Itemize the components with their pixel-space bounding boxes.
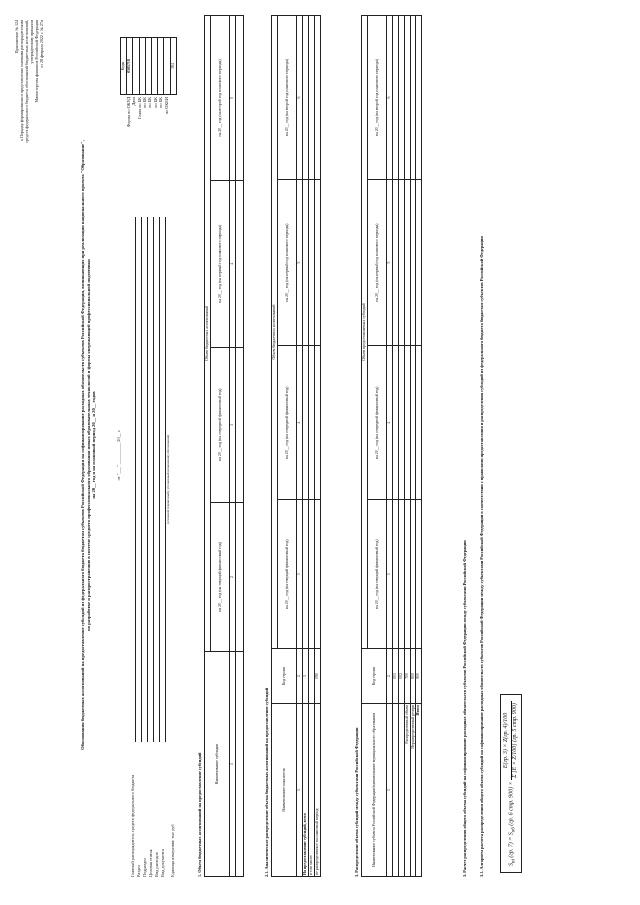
s3-row-distributed: Распределенный объем: [404, 704, 410, 877]
section3-title: 3. Распределение объема субсидий между субъектами Российской Федерации: [354, 727, 359, 877]
section21-table: [271, 15, 321, 877]
s21-row-total: На предоставление субсидий, всего: [302, 704, 308, 877]
s1-num-1: 1: [230, 652, 236, 877]
section1-title: 1. Объем бюджетных ассигнований на предоставление субсидий: [197, 752, 202, 877]
s3-num-4: 4: [387, 346, 393, 500]
formula-box: [500, 694, 522, 873]
section3-table: [361, 15, 422, 877]
s21-num-3: 3: [297, 500, 303, 649]
s3-col-name: Наименование субъекта Российской Федерации/наименование муниципального образования: [362, 704, 387, 877]
s21-num-4: 4: [297, 346, 303, 500]
s21-col-2: на 20__ год (на очередной финансовый год): [278, 346, 297, 500]
unit-label: Единица измерения: тыс руб: [170, 824, 176, 877]
codes-table: [120, 37, 177, 95]
s21-row-total-code: 1: [302, 649, 308, 704]
section1-table: [204, 15, 244, 877]
form-label: Форма по ОКУД: [126, 97, 131, 128]
section21-title: 2.1. Аналитическое распределение объема бюджетных ассигнований на предоставление субсидий: [264, 687, 269, 877]
codes-row-1: Дата: [131, 97, 137, 106]
formula-fraction: [503, 701, 519, 780]
field-label-2: Раздел: [136, 864, 141, 877]
s1-group: Объем бюджетных ассигнований: [205, 16, 211, 652]
note-3: 3. Расчет распределения общего объема субсидий на софинансирование расходных обязательств субъектов Российской Федерации между субъектами Российской Федерации: [462, 540, 467, 877]
s3-row-distributed-code: 700: [404, 649, 410, 704]
s3-num-2: 2: [387, 649, 393, 704]
s3-num-3: 3: [387, 500, 393, 649]
s21-col-4: на 20__ год (на второй год планового периода): [278, 16, 297, 180]
s21-col-name: Наименование показателя: [272, 704, 297, 877]
s1-num-4: 4: [230, 180, 236, 347]
s3-row-reserve-code: 800: [410, 649, 416, 704]
codes-header: Коды: [121, 38, 127, 95]
formula-lhs-sub: ni: [511, 859, 517, 863]
s21-num-2: 2: [297, 649, 303, 704]
codes-row-4: по БК: [147, 97, 153, 108]
codes-block: [120, 25, 177, 205]
appendix-note-2: средств федерального бюджета обоснований бюджетных ассигнований,: [24, 20, 29, 143]
field-row-6: [160, 217, 166, 877]
s1-col-1: на 20__ год (на текущий финансовый год): [211, 502, 230, 651]
s1-col-name: Наименование субсидии: [205, 652, 230, 877]
s1-col-3: на 20__ год (на первый год планового периода): [211, 180, 230, 347]
title-line-1: Обоснования бюджетных ассигнований на предоставление субсидий из федерального бюджета бюджетам субъектов Российской Федерации на софинансирование расходных обязательств субъектов Российской Федерации, возникающих при реализации национального проекта "Образование",: [80, 140, 85, 750]
doc-type-hint: (основной (первичный), уточненный (изменения) обоснования): [166, 434, 170, 525]
s3-row-1-code: 001: [392, 649, 398, 704]
s1-col-4: на 20__ год (на второй год планового периода): [211, 16, 230, 181]
formula-denominator: Σ [Е × Z/100] (гр. 5 стр. 900): [511, 703, 518, 778]
title-line-2: по разработке и распространению в системе среднего профессионального образования новых образовательных технологий и формы опережающей профессиональной подготовки: [85, 259, 91, 631]
s3-col-4: на 20__ год (на второй год планового периода): [368, 16, 387, 180]
field-label-1: Главный распорядитель средств федерального бюджета: [130, 774, 135, 877]
formula-lhs: S: [508, 863, 515, 866]
s3-group: Объем предоставляемых субсидий: [362, 16, 368, 649]
field-label-4: Целевая статья: [148, 849, 153, 877]
page-title: [80, 35, 97, 855]
formula-mid: S: [508, 832, 515, 836]
s3-col-3: на 20__ год (на первый год планового периода): [368, 180, 387, 346]
notes-block: [462, 17, 485, 877]
s21-row-incl: в том числе:: [308, 704, 314, 877]
s3-col-1: на 20__ год (на текущий финансовый год): [368, 500, 387, 649]
s3-col-2: на 20__ год (на очередной финансовый год): [368, 346, 387, 500]
formula-numerator: Е(гр. 3) × Z(гр. 4)/100: [503, 701, 512, 780]
codes-row-6: по БК: [158, 97, 164, 108]
formula-mid-sub: об: [511, 827, 517, 833]
s21-num-1: 1: [297, 704, 303, 877]
s3-row-total: Итого: [416, 704, 422, 877]
appendix-note-4: Министерства финансов Российской Федерации: [34, 20, 39, 103]
codes-labels: [126, 97, 169, 205]
s3-row-total-code: 900: [416, 649, 422, 704]
field-label-6: Вид документа: [160, 849, 165, 877]
field-label-3: Подраздел: [142, 857, 147, 877]
s3-row-2-code: 002: [398, 649, 404, 704]
s3-num-6: 6: [387, 16, 393, 180]
s21-col-3: на 20__ год (на первый год планового периода): [278, 180, 297, 346]
s3-col-code: Код строки: [362, 649, 387, 704]
s3-num-5: 5: [387, 180, 393, 346]
s1-num-5: 5: [230, 16, 236, 181]
s1-num-3: 3: [230, 347, 236, 502]
appendix-note-5: от 28 февраля 2022 г. № 27н: [39, 20, 44, 68]
s3-num-1: 1: [387, 704, 393, 877]
okei-code: 384: [170, 38, 176, 95]
s21-group: Объем бюджетных ассигнований: [272, 16, 278, 649]
s21-col-1: на 20__ год (на текущий финансовый год): [278, 500, 297, 649]
s1-col-2: на 20__ год (на очередной финансовый год): [211, 347, 230, 502]
s21-row-unalloc: не распределенные на плановый период: [314, 704, 320, 877]
codes-row-5: по БК: [152, 97, 158, 108]
fields-block: [130, 217, 175, 877]
field-label-5: Вид расходов: [154, 852, 159, 877]
form-code: 0505718: [127, 38, 133, 95]
codes-row-3: по БК: [142, 97, 148, 108]
codes-row-2: Глава по БК: [136, 97, 142, 120]
appendix-number: Приложение № 124: [14, 20, 19, 54]
appendix-block: [14, 20, 44, 265]
formula-lhs-tail: (гр. 7) =: [508, 836, 515, 858]
s3-row-reserve: Нераспределенный резерв: [410, 704, 416, 877]
appendix-note-3: утвержденному приказом: [29, 20, 34, 64]
s21-row-unalloc-code: 090: [314, 649, 320, 704]
s21-num-5: 5: [297, 180, 303, 346]
date-line: от "___" __________ 20__ г.: [116, 429, 121, 481]
note-3-1: 3.1. Алгоритм расчета распределения общего объема субсидий на софинансирование расходных обязательств субъектов Российской Федерации между субъектами Российской Федерации в соответствии с правилами предоставления и распределения субсидий из федерального бюджета бюджетам субъектов Российской Федерации: [479, 236, 485, 877]
s1-data-cell: [235, 652, 243, 877]
s21-num-6: 6: [297, 16, 303, 180]
title-period: на 20__ год и на плановый период 20__ и 20__ годов: [91, 391, 97, 499]
okei-label: по ОКЕИ: [163, 97, 169, 115]
formula-mid-tail: (гр. 6 стр. 900) ×: [508, 781, 515, 826]
s21-col-code: Код строки: [272, 649, 297, 704]
appendix-note-1: к Порядку формирования и представления главными распорядителями: [19, 20, 24, 141]
s1-num-2: 2: [230, 502, 236, 651]
